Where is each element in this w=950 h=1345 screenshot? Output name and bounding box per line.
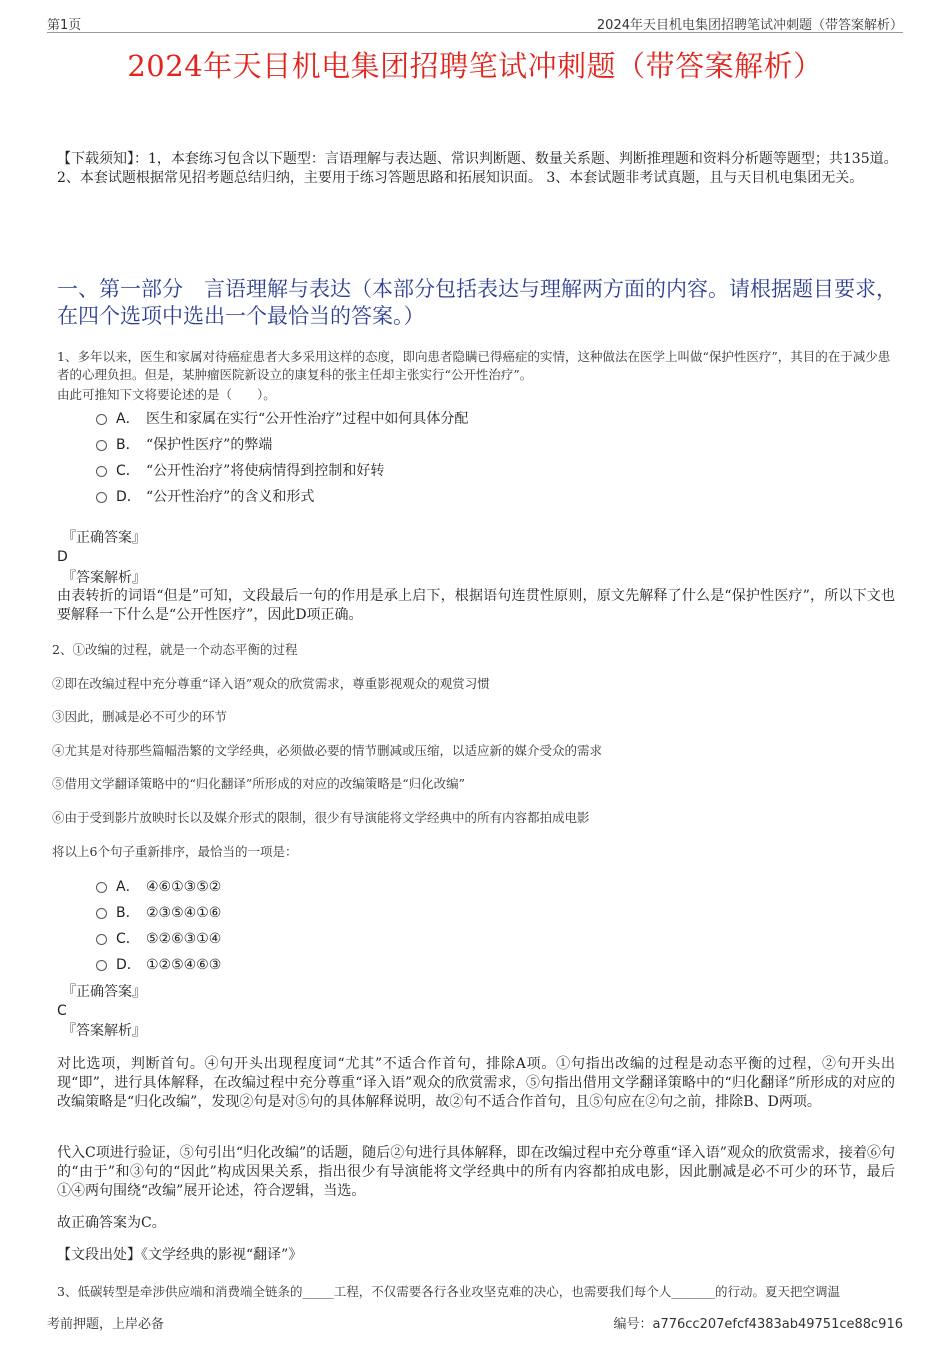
q2-sentence-4: ④尤其是对待那些篇幅浩繁的文学经典，必须做必要的情节删减或压缩，以适应新的媒介受众的需求: [52, 743, 603, 758]
footer-code: 编号：a776cc207efcf4383ab49751ce88c916: [613, 1317, 903, 1332]
q1-analysis-label: 『答案解析』: [62, 570, 146, 586]
q1-analysis: 由表转折的词语“但是”可知，文段最后一句的作用是承上启下，根据语句连贯性原则，原文先解释了什么是“保护性医疗”，所以下文也要解释一下什么是“公开性医疗”，因此D项正确。: [57, 588, 895, 623]
q2-sentence-6: ⑥由于受到影片放映时长以及媒介形式的限制，很少有导演能将文学经典中的所有内容都拍成电影: [52, 810, 590, 825]
header-divider: [47, 32, 903, 33]
q1-prompt: 由此可推知下文将要论述的是（ ）。: [57, 387, 276, 402]
radio-icon[interactable]: [96, 414, 107, 425]
option-key: A．: [116, 879, 140, 895]
q2-answer: C: [57, 1003, 67, 1019]
q1-answer-label: 『正确答案』: [62, 530, 146, 546]
q3-stem: 3、低碳转型是牵涉供应端和消费端全链条的_____工程，不仅需要各行各业攻坚克难的决心，也需要我们每个人_______的行动。夏天把空调温: [57, 1284, 840, 1299]
radio-icon[interactable]: [96, 934, 107, 945]
radio-icon[interactable]: [96, 440, 107, 451]
footer-slogan: 考前押题，上岸必备: [47, 1317, 165, 1332]
option-text: ④⑥①③⑤②: [146, 879, 222, 895]
q1-stem: 1、多年以来，医生和家属对待癌症患者大多采用这样的态度，即向患者隐瞒已得癌症的实情，这种做法在医学上叫做“保护性医疗”，其目的在于减少患者的心理负担。但是，某肿瘤医院新设立的康复科的张主任却主张实行“公开性治疗”。: [57, 349, 891, 382]
radio-icon[interactable]: [96, 882, 107, 893]
q1-option-b[interactable]: [96, 436, 272, 454]
q2-analysis-label: 『答案解析』: [62, 1023, 146, 1039]
option-key: D．: [116, 489, 141, 505]
q2-sentence-3: ③因此，删减是必不可少的环节: [52, 709, 228, 724]
option-text: ②③⑤④①⑥: [146, 905, 222, 921]
q1-answer: D: [57, 549, 68, 565]
page-title: 2024年天目机电集团招聘笔试冲刺题（带答案解析）: [127, 49, 823, 83]
q2-sentence-1: 2、①改编的过程，就是一个动态平衡的过程: [52, 642, 298, 657]
option-key: D．: [116, 957, 141, 973]
option-key: B．: [116, 905, 140, 921]
option-text: “保护性医疗”的弊端: [146, 437, 273, 453]
option-key: C．: [116, 463, 140, 479]
radio-icon[interactable]: [96, 466, 107, 477]
q2-analysis-1: 对比选项，判断首句。④句开头出现程度词“尤其”不适合作首句，排除A项。①句指出改编的过程是动态平衡的过程，②句开头出现“即”，进行具体解释，在改编过程中充分尊重“译入语”观众的欣赏需求，⑤句指出借用文学翻译策略中的“归化翻译”所形成的对应的改编策略是“归化改编”，发现②句是对⑤句的具体解释说明，故②句不适合作首句，且⑤句应在②句之前，排除B、D两项。: [57, 1056, 895, 1110]
option-text: 医生和家属在实行“公开性治疗”过程中如何具体分配: [146, 411, 469, 427]
q2-option-a[interactable]: [96, 878, 221, 896]
option-text: “公开性治疗”的含义和形式: [146, 489, 315, 505]
header-doc-title: 2024年天目机电集团招聘笔试冲刺题（带答案解析）: [596, 18, 903, 33]
radio-icon[interactable]: [96, 908, 107, 919]
section-heading: 一、第一部分 言语理解与表达（本部分包括表达与理解两方面的内容。请根据题目要求，在四个选项中选出一个最恰当的答案。）: [57, 277, 897, 328]
q2-answer-label: 『正确答案』: [62, 984, 146, 1000]
option-key: A．: [116, 411, 140, 427]
q2-option-b[interactable]: [96, 904, 221, 922]
q2-analysis-2: 代入C项进行验证，⑤句引出“归化改编”的话题，随后②句进行具体解释，即在改编过程中充分尊重“译入语”观众的欣赏需求，接着⑥句的“由于”和③句的“因此”构成因果关系，指出很少有导演能将文学经典中的所有内容都拍成电影，因此删减是必不可少的环节，最后①④两句围绕“改编”展开论述，符合逻辑，当选。: [57, 1145, 895, 1199]
download-notice: 【下载须知】：1，本套练习包含以下题型：言语理解与表达题、常识判断题、数量关系题、判断推理题和资料分析题等题型；共135道。 2、本套试题根据常见招考题总结归纳，主要用于练习答题思路和拓展知识面。 3、本套试题非考试真题，且与天目机电集团无关。: [57, 151, 898, 186]
option-text: ⑤②⑥③①④: [146, 931, 222, 947]
radio-icon[interactable]: [96, 960, 107, 971]
header-page-label: 第1页: [47, 18, 82, 33]
q2-sentence-5: ⑤借用文学翻译策略中的“归化翻译”所形成的对应的改编策略是“归化改编”: [52, 776, 466, 791]
q1-option-a[interactable]: [96, 410, 468, 428]
q2-prompt: 将以上6个句子重新排序，最恰当的一项是：: [52, 844, 298, 859]
option-text: ①②⑤④⑥③: [146, 957, 222, 973]
option-text: “公开性治疗”将使病情得到控制和好转: [146, 463, 385, 479]
option-key: C．: [116, 931, 140, 947]
q2-sentence-2: ②即在改编过程中充分尊重“译入语”观众的欣赏需求，尊重影视观众的观赏习惯: [52, 676, 490, 691]
q1-option-c[interactable]: [96, 462, 384, 480]
option-key: B．: [116, 437, 140, 453]
q2-option-c[interactable]: [96, 930, 221, 948]
q2-option-d[interactable]: [96, 956, 221, 974]
radio-icon[interactable]: [96, 492, 107, 503]
q1-option-d[interactable]: [96, 488, 314, 506]
q2-source: 【文段出处】《文学经典的影视“翻译”》: [57, 1247, 303, 1263]
q2-conclusion: 故正确答案为C。: [57, 1215, 166, 1231]
